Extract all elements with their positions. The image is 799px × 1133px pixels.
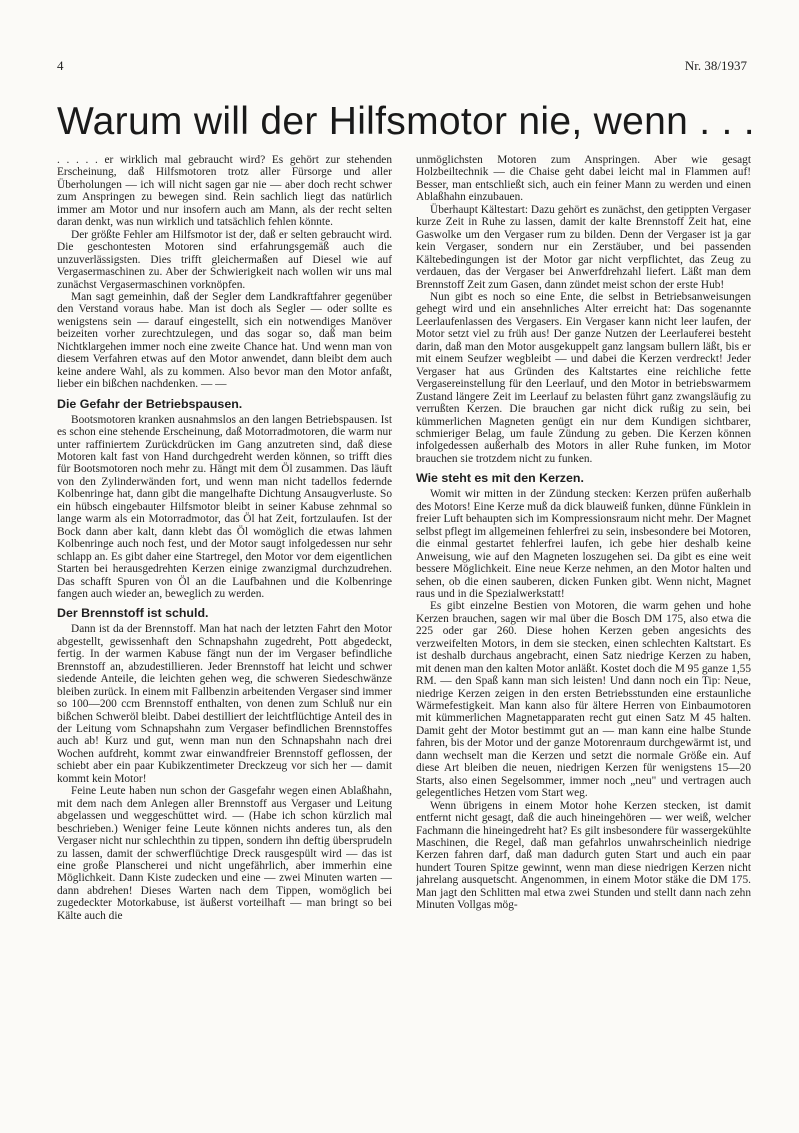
paragraph: Man sagt gemeinhin, daß der Segler dem Landkraftfahrer gegenüber den Verstand voraus habe. Man ist doch als Segler — oder sollte es wenigstens sein — darauf eingestellt, sich ein notwendiges Manöver beizeiten vorher zurechtzulegen, und das sogar so, daß man beim Nichtklargehen immer noch eine zweite Chance hat. Und wenn man von diesem Verfahren etwas auf den Motor anwendet, dann bleibt dem auch keine andere Wahl, als zu kommen. Also bevor man den Motor anfaßt, lieber ein bißchen nachdenken. — — — [57, 290, 392, 391]
page-number: 4 — [57, 58, 64, 73]
right-column — [416, 154, 751, 1099]
paragraph: Womit wir mitten in der Zündung stecken: Kerzen prüfen außerhalb des Motors! Eine Kerze muß da dick blauweiß funken, dünne Fünklein in freier Luft behaupten sich im Kompressionsraum nicht mehr. Der Magnet selbst pflegt im allgemeinen fehlerfrei zu sein, insbesondere bei Motoren, die einmal gestartet fehlerfrei laufen, ich gebe hier deshalb keine Anweisung, wie auf den Magneten loszugehen sei. Da gibt es eine weit bessere Möglichkeit. Eine neue Kerze nehmen, an den Motor halten und sehen, ob die einen sauberen, dicken Funken gibt. Wenn nicht, Magnet raus und in die Spezialwerkstatt! — [416, 488, 751, 600]
paragraph: Bootsmotoren kranken ausnahmslos an den langen Betriebspausen. Ist es schon eine stehende Erscheinung, daß Motorradmotoren, die warm nur unter raffiniertem Zurückdrücken im Gang anzutreten sind, daß diese Motoren kalt fast von Hand durchgedreht werden können, so trifft dies für Bootsmotoren noch mehr zu. Hängt mit dem Öl zusammen. Das läuft von den Zylinderwänden fort, und wenn man nicht tadellos federnde Kolbenringe hat, dann gibt die mangelhafte Dichtung Ansaugverluste. So ein hübsch eingebauter Hilfsmotor bleibt in seiner Kabuse zehnmal so lange warm als ein Motorradmotor, das Öl hat Zeit, fortzulaufen. Ist der Bock dann aber kalt, dann klebt das Öl womöglich die etwas lahmen Kolbenringe auch noch fest, und der Motor saugt infolgedessen nur sehr schlapp an. Es gibt daher eine Startregel, den Motor vor dem eigentlichen Starten bei herausgedrehten Kerzen einige zwanzigmal durchzudrehen. Das schafft Spuren von Öl an die Laufbahnen und die Kolbenringe fangen auch wieder an, beweglich zu werden. — [57, 413, 392, 600]
section-heading: Der Brennstoff ist schuld. — [57, 606, 209, 621]
article-title: Warum will der Hilfsmotor nie, wenn . . . — [57, 100, 755, 143]
paragraph: . . . . . er wirklich mal gebraucht wird? Es gehört zur stehenden Erscheinung, daß Hilfsmotoren trotz aller Fürsorge und aller Überholungen — ich will nicht sagen gar nie — aber doch recht schwer zum Anspringen zu bewegen sind. Rein sachlich liegt das natürlich immer am Motor und nur insofern auch am Mann, als der recht selten daran denkt, was nun wirklich und tatsächlich fehlen könnte. — [57, 154, 392, 229]
paragraph: Wenn übrigens in einem Motor hohe Kerzen stecken, ist damit entfernt nicht gesagt, daß die auch hineingehören — wer weiß, welcher Fachmann die hineingedreht hat? Es gilt insbesondere für wassergekühlte Maschinen, die Regel, daß man gefahrlos unwahrscheinlich niedrige Kerzen fahren darf, daß man dadurch guten Start und auch ein paar hundert Touren Spitze gewinnt, wenn man diese niedrigen Kerzen nicht jahrelang ausquetscht. Angenommen, in einem Motor stäke die DM 175. Man jagt den Schlitten mal etwa zwei Stunden und stellt dann nach zehn Minuten Vollgas mög- — [416, 799, 751, 912]
section-heading: Wie steht es mit den Kerzen. — [416, 471, 584, 486]
paragraph: Feine Leute haben nun schon der Gasgefahr wegen einen Ablaßhahn, mit dem nach dem Anlegen aller Brennstoff aus Vergaser und Leitung abgelassen und weggeschüttet wird. — (Habe ich schon kürzlich mal beschrieben.) Weniger feine Leute können nichts anderes tun, als den Vergaser nicht nur schlechthin zu tippen, sondern ihn deftig übersprudeln zu lassen, damit der schwerflüchtige Dreck rausgespült wird — das ist eine große Planscherei und nicht ungefährlich, aber immerhin eine Möglichkeit. Dann Kiste zudecken und eine — zwei Minuten warten — dann abdrehen! Dieses Warten nach dem Tippen, womöglich bei zugedeckter Motorkabuse, ist äußerst vorteilhaft — man bringt so bei Kälte auch die — [57, 785, 392, 922]
paragraph: Überhaupt Kältestart: Dazu gehört es zunächst, den getippten Vergaser kurze Zeit in Ruhe zu lassen, damit der kalte Brennstoff Zeit hat, eine Gaswolke um den Vergaser rum zu bilden. Denn der Vergaser ist ja gar kein Vergaser, sondern nur ein Zerstäuber, und bei passenden Kältebedingungen ist der Motor gar nicht verpflichtet, das Zeug zu verdauen, das der Vergaser bei Anwerfdrehzahl liefert. Läßt man dem Brennstoff Zeit zum Gasen, dann zündet meist schon der erste Hub! — [416, 203, 751, 291]
paragraph: Dann ist da der Brennstoff. Man hat nach der letzten Fahrt den Motor abgestellt, gewissenhaft den Schnapshahn zugedreht, Pott abgedeckt, fertig. In der warmen Kabuse fängt nun der im Vergaser befindliche Brennstoff an, abzudestillieren. Jeder Brennstoff hat leicht und schwer siedende Anteile, die leichten gehen weg, die schweren Siedeschwänze bleiben zurück. In einem mit Fallbenzin arbeitenden Vergaser sind immer so 100—200 ccm Brennstoff enthalten, von denen zum Schluß nur ein bißchen Schweröl bleibt. Dabei destilliert der leichtflüchtige Anteil des in der Leitung vom Schnapshahn zum Vergaser befindlichen Brennstoffes auch ab! Kurz und gut, wenn man nun den Schnapshahn nach drei Wochen aufdreht, kommt zwar einwandfreier Brennstoff geflossen, der schiebt aber ein paar Kubikzentimeter Dreckzeug vor sich her — damit kommt kein Motor! — [57, 623, 392, 785]
section-heading: Die Gefahr der Betriebspausen. — [57, 396, 243, 411]
left-column — [57, 154, 392, 1099]
paragraph: Der größte Fehler am Hilfsmotor ist der, daß er selten gebraucht wird. Die geschontesten Motoren sind erfahrungsgemäß auch die unzuverlässigsten. Dies trifft gleichermaßen auf Diesel wie auf Vergasermaschinen zu. Aber der Schwierigkeit nach wollen wir uns mal zunächst Vergasermaschinen vorknöpfen. — [57, 228, 392, 291]
paragraph: unmöglichsten Motoren zum Anspringen. Aber wie gesagt Holzbeiltechnik — die Chaise geht dabei leicht mal in Flammen auf! Besser, man entschließt sich, auch ein feiner Mann zu werden und einen Ablaßhahn einzubauen. — [416, 154, 751, 204]
issue-number: Nr. 38/1937 — [684, 58, 747, 73]
paragraph: Es gibt einzelne Bestien von Motoren, die warm gehen und hohe Kerzen brauchen, sagen wir mal über die Bosch DM 175, also etwa die 225 oder gar 260. Diese hohen Kerzen geben angesichts des verzweifelten Motors, in dem sie stecken, einen schlechten Kaltstart. Es ist deshalb durchaus angebracht, einen Satz niedrige Kerzen zu haben, mit denen man den kalten Motor anläßt. Kostet doch die M 95 ganze 1,55 RM. — den Spaß kann man sich leisten! Und dann noch ein Tip: Neue, niedrige Kerzen zeigen in den ersten Betriebsstunden eine erstaunliche Wärmefestigkeit. Man kann also für ältere Herren von Einbaumotoren mit kümmerlichen Magnetapparaten recht gut einen Satz M 45 halten. Damit geht der Motor bestimmt gut an — man kann eine halbe Stunde fahren, bis der Motor und der ganze Motorenraum durchgewärmt ist, und dann wechselt man die Kerzen und setzt die normale Größe ein. Auf diese Art bleiben die neuen, niedrigen Kerzen für wenigstens 15—20 Starts, also einen Segelsommer, immer noch „neu" und vertragen auch gelegentliches Hetzen vom Start weg. — [416, 600, 751, 800]
paragraph: Nun gibt es noch so eine Ente, die selbst in Betriebsanweisungen gehegt wird und ein ansehnliches Alter erreicht hat: Das sogenannte Leerlaufenlassen des Vergasers. Ein Vergaser kann nicht leer laufen, der Motor setzt viel zu früh aus! Der ganze Nutzen der Leerlauferei besteht darin, daß man den Motor ausgekuppelt ganz langsam bullern läßt, bis er mit einem Seufzer wegbleibt — und dabei die Kerzen verdreckt! Jeder Vergaser hat aus Gründen des Kaltstartes eine reichliche fette Vergasereinstellung für den Leerlauf, und den Motor in betriebswarmem Zustand längere Zeit im Leerlauf zu belasten führt ganz zwangsläufig zu verrußten Kerzen. Die brauchen gar nicht dick rußig zu sein, bei kümmerlichen Magneten genügt ein nur dem Kundigen sichtbarer, schmieriger Belag, um faule Zündung zu geben. Die Kerzen können infolgedessen außerhalb des Motors in aller Ruhe funken, im Motor brauchen sie trotzdem nicht zu funken. — [416, 290, 751, 465]
